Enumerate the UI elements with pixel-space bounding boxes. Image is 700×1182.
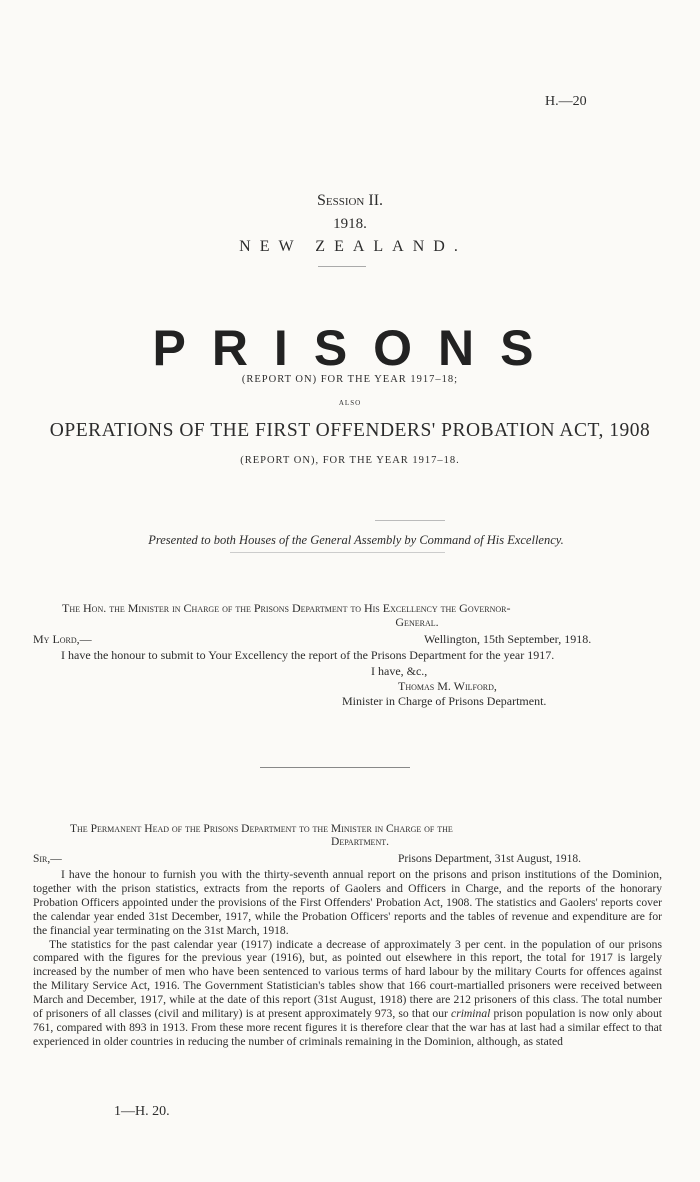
letter2-heading-line2: Department. xyxy=(331,836,389,848)
letter2-heading xyxy=(70,823,640,849)
letter1-body: I have the honour to submit to Your Excellency the report of the Prisons Department for the year 1917. xyxy=(61,648,555,662)
letter1-signer: Thomas M. Wilford, xyxy=(398,679,497,693)
also-label: ALSO xyxy=(338,399,362,407)
letter2-body xyxy=(33,868,662,1049)
divider-middle xyxy=(375,520,445,521)
divider-top xyxy=(318,266,366,267)
letter1-signer-title: Minister in Charge of Prisons Department. xyxy=(342,694,547,708)
second-title: OPERATIONS OF THE FIRST OFFENDERS' PROBATION ACT, 1908 xyxy=(49,420,651,441)
session-label: Session II. xyxy=(316,192,384,209)
letter2-paragraph-2-part-a: The statistics for the past calendar year (1917) indicate a decrease of approximately 3 per cent. in the population of our prisons compared with the figures for the previous year (1916), but, as pointed out elsewhere in this report, the total for 1917 is largely increased by the number of men who have been sentenced to various terms of hard labour by the military Courts for offences against the Military Service Act, 1916. The Government Statistician's tables show that 166 court-martialled prisoners were received between March and December, 1917, while at the date of this report (31st August, 1918) there are 212 prisoners of this class. The total number of prisoners of all classes (civil and military) is at present approximately 973, so that our xyxy=(33,937,662,1021)
report-title: PRISONS xyxy=(152,320,560,376)
letter2-paragraph-2-emphasis: criminal xyxy=(451,1007,491,1021)
letter1-heading-line2: General. xyxy=(395,615,439,629)
country-name: NEW ZEALAND. xyxy=(239,238,467,255)
page-footer: 1—H. 20. xyxy=(114,1104,170,1119)
letter2-salutation: Sir,— xyxy=(33,853,62,865)
letter2-place-date: Prisons Department, 31st August, 1918. xyxy=(398,853,582,865)
report-subtitle: (REPORT ON) FOR THE YEAR 1917–18; xyxy=(241,374,459,385)
letter1-closing: I have, &c., xyxy=(371,664,428,678)
letter1-heading-line1: The Hon. the Minister in Charge of the Prisons Department to His Excellency the Governor- xyxy=(62,601,511,615)
letter2-paragraph-2-part-b: prison population is now only about 761, compared with 893 in 1913. From these more recent figures it is therefore clear that the war has at last had a similar effect to that experienced in older countries in reducing the number of criminals remaining in the Dominion, although, as stated xyxy=(33,1007,662,1048)
session-year: 1918. xyxy=(333,216,367,232)
letter2-paragraph-1: I have the honour to furnish you with the thirty-seventh annual report on the prisons and prison institutions of the Dominion, together with the prison statistics, extracts from the reports of Gaolers and Officers in Charge, and the reports of the honorary Probation Officers appointed under the provisions of the First Offenders' Probation Act, 1908. The statistics and Gaolers' reports cover the calendar year ended 31st December, 1917, while the Probation Officers' reports and the tables of revenue and expenditure are for the financial year terminating on the 31st March, 1918. xyxy=(33,868,662,937)
divider-lower xyxy=(230,552,445,553)
letter1-salutation: My Lord,— xyxy=(33,632,92,646)
letter1-place-date: Wellington, 15th September, 1918. xyxy=(424,632,592,646)
second-subtitle: (REPORT ON), FOR THE YEAR 1917–18. xyxy=(240,455,460,466)
presented-line: Presented to both Houses of the General Assembly by Command of His Excellency. xyxy=(148,533,564,547)
page-reference: H.—20 xyxy=(545,94,587,109)
letter2-heading-line1: The Permanent Head of the Prisons Department to the Minister in Charge of the xyxy=(70,823,453,835)
letter2-paragraph-2 xyxy=(33,938,662,1049)
divider-letters xyxy=(260,767,410,768)
letter1-heading xyxy=(62,601,662,629)
